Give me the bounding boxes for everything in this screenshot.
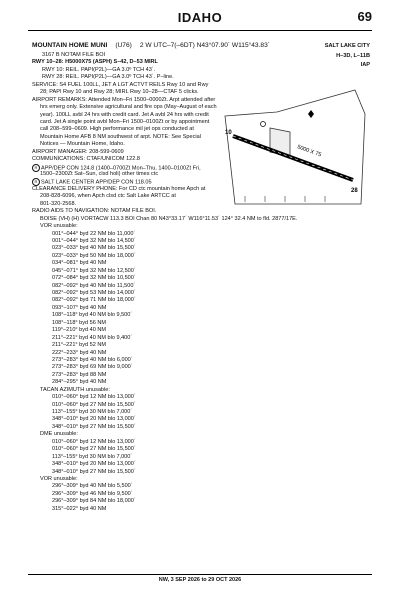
remarks-line-3: year). 100LL avbl 24 hrs with credit card. Jet A avbl 24 hrs with credit — [40, 111, 209, 118]
remarks-line-5: call 208–599–0609. High performance mil jet ops conducted at — [40, 126, 194, 133]
vor-unusable-heading: VOR unusable: — [40, 223, 78, 230]
navaids-line: RADIO AIDS TO NAVIGATION: NOTAM FILE BOI. — [32, 208, 157, 215]
clearance-line-2: 208-828-6096, when Apch clsd ctc Salt Lake ARTCC at — [40, 193, 176, 200]
restriction-line: 108°–118° byd 56 NM — [52, 319, 106, 326]
state-title: IDAHO — [177, 10, 223, 25]
effective-dates-footer: NW, 3 SEP 2026 to 29 OCT 2026 — [158, 577, 242, 583]
runway-28-line: RWY 28: REIL. PAPI(P2L)—GA 3.0º TCH 43´. P–line. — [42, 74, 174, 81]
service-line-2: 28; PAPI Rwy 10 and Rwy 28; MIRL Rwy 10–28—CTAF 5 clicks. — [40, 89, 199, 96]
remarks-line-1: AIRPORT REMARKS: Attended Mon–Fri 1500–0000Zt. Arpt attended after — [32, 96, 216, 103]
remarks-line-2: hrs emerg only. Extensive agricultural and fire ops (May–August of each — [40, 104, 217, 111]
runway-line: RWY 10–28: H5000X75 (ASPH) S–42, D–53 MIRL — [32, 59, 158, 66]
restriction-line: 082°–092° byd 71 NM blo 18,000´ — [52, 297, 136, 304]
restriction-line: 010°–060° byd 12 NM blo 13,000´ — [52, 438, 136, 445]
restriction-line: 273°–283° byd 88 NM — [52, 371, 107, 378]
restriction-line: 296°–309° byd 40 NM blo 5,500´ — [52, 483, 133, 490]
beacon-icon — [308, 110, 314, 118]
service-line: SERVICE: S4 FUEL 100LL, JET A LGT ACTVT REILS Rwy 10 and Rwy — [32, 81, 209, 88]
restriction-line: 072°–084° byd 32 NM blo 10,500´ — [52, 275, 136, 282]
airport-manager-line: AIRPORT MANAGER: 208-599-0609 — [32, 148, 124, 155]
runway-10-line: RWY 10: REIL. PAPI(P2L)—GA 3.0º TCH 43´. — [42, 66, 156, 73]
vor-unusable-heading-2: VOR unusable: — [40, 475, 78, 482]
app-dep-line: R APP/DEP CON 124.8 (1400–0700Zt Mon–Thu, 1400–0100Zt Fri, — [32, 164, 372, 171]
restriction-line: 108°–118° byd 40 NM blo 9,500´ — [52, 312, 133, 319]
restriction-line: 001°–044° byd 32 NM blo 14,500´ — [52, 237, 136, 244]
runway-end-10-label: 10 — [225, 130, 232, 136]
field-outline — [225, 90, 365, 204]
footer-rule — [28, 574, 372, 575]
communications-line: COMMUNICATIONS: CTAF/UNICOM 122.8 — [32, 156, 140, 163]
page-number: 69 — [357, 9, 372, 24]
restriction-line: 348°–010° byd 27 NM blo 15,500´ — [52, 468, 136, 475]
runway-dimensions-label: 5000 X 75 — [296, 144, 322, 159]
restriction-line: 010°–060° byd 12 NM blo 13,000´ — [52, 394, 136, 401]
chart-ref-sectional: SALT LAKE CITY — [324, 43, 370, 49]
restriction-line: 001°–044° byd 22 NM blo 11,000´ — [52, 230, 136, 237]
airport-line2: 3167 B NOTAM FILE BOI — [42, 52, 106, 58]
chart-ref-enroute: H–3D, L–11B — [336, 52, 370, 59]
restriction-line: 284°–295° byd 40 NM — [52, 379, 107, 386]
radar-circle-icon: R — [32, 164, 40, 172]
clearance-line-3: 801-320-2568. — [40, 200, 77, 207]
runway-end-28-label: 28 — [351, 188, 358, 194]
airport-title-line — [32, 42, 270, 49]
restriction-line: 034°–081° byd 40 NM — [52, 260, 107, 267]
restriction-line: 023°–033° byd 40 NM blo 15,500´ — [52, 245, 136, 252]
restriction-line: 296°–309° byd 46 NM blo 9,500´ — [52, 490, 133, 497]
chart-ref-iap: IAP — [360, 62, 370, 69]
restriction-line: 273°–283° byd 40 NM blo 6,000´ — [52, 356, 133, 363]
restriction-line: 045°–071° byd 32 NM blo 12,500´ — [52, 267, 136, 274]
dme-unusable-heading: DME unusable: — [40, 431, 78, 438]
wind-cone-icon — [261, 122, 266, 127]
restriction-line: 348°–010° byd 20 NM blo 13,000´ — [52, 461, 136, 468]
restriction-line: 010°–060° byd 27 NM blo 15,500´ — [52, 401, 136, 408]
airport-location: 2 W UTC–7(–6DT) N43°07.90´ W115°43.83´ — [139, 42, 270, 49]
restriction-line: 082°–092° byd 40 NM blo 11,500´ — [52, 282, 136, 289]
restriction-line: 211°–221° byd 40 NM blo 9,400´ — [52, 334, 133, 341]
header-rule — [28, 30, 372, 31]
restriction-line: 296°–309° byd 84 NM blo 18,000´ — [52, 498, 136, 505]
restriction-line: 348°–010° byd 20 NM blo 13,000´ — [52, 416, 136, 423]
restriction-line: 222°–233° byd 40 NM — [52, 349, 107, 356]
restriction-line: 348°–010° byd 27 NM blo 15,500´ — [52, 423, 136, 430]
airport-ident: (U76) — [115, 42, 132, 49]
restriction-line: 273°–283° byd 69 NM blo 9,000´ — [52, 364, 133, 371]
runway — [233, 136, 353, 180]
airport-diagram — [215, 84, 370, 209]
remarks-line-7: Notices — Mountain Home, Idaho. — [40, 141, 125, 148]
remarks-line-4: card. Jet A single point avbl Mon–Fri 1500–0100Zt or by appointment — [40, 118, 210, 125]
fence-line — [245, 196, 325, 202]
restriction-line: 113°–155° byd 30 NM blo 7,000´ — [52, 409, 133, 415]
restriction-line: 211°–221° byd 52 NM — [52, 342, 106, 349]
clearance-line: CLEARANCE DELIVERY PHONE: For CD ctc mountain home Apch at — [32, 185, 206, 192]
restriction-line: 119°–210° byd 40 NM — [52, 327, 106, 334]
tacan-unusable-heading: TACAN AZIMUTH unusable: — [40, 386, 110, 393]
app-dep-line-2: 1500–2300Zt Sat–Sun, clsd holi) other times ctc — [40, 171, 159, 177]
radar-circle-icon: R — [32, 178, 40, 186]
restriction-line: 113°–155° byd 30 NM blo 7,000´ — [52, 453, 133, 460]
restriction-line: 023°–033° byd 50 NM blo 18,000´ — [52, 252, 136, 259]
remarks-line-6: Mountain Home AFB 8 NM southwest of arpt. NOTE: See Special — [40, 133, 201, 140]
airport-name: MOUNTAIN HOME MUNI — [32, 42, 108, 49]
vortac-line: BOISE (VH) (H) VORTACW 113.3 BOI Chan 80 N43°33.17´ W116°11.53´ 124° 32.4 NM to fld. 2877/17E. — [40, 215, 298, 222]
restriction-line: 082°–092° byd 53 NM blo 14,000´ — [52, 290, 136, 296]
center-line: R SALT LAKE CENTER APP/DEP CON 118.05 — [32, 178, 372, 185]
restriction-line: 093°–107° byd 40 NM — [52, 304, 107, 311]
restriction-line: 010°–060° byd 27 NM blo 15,500´ — [52, 446, 136, 453]
restriction-line: 315°–022° byd 40 NM — [52, 505, 107, 512]
page-header — [0, 0, 400, 30]
